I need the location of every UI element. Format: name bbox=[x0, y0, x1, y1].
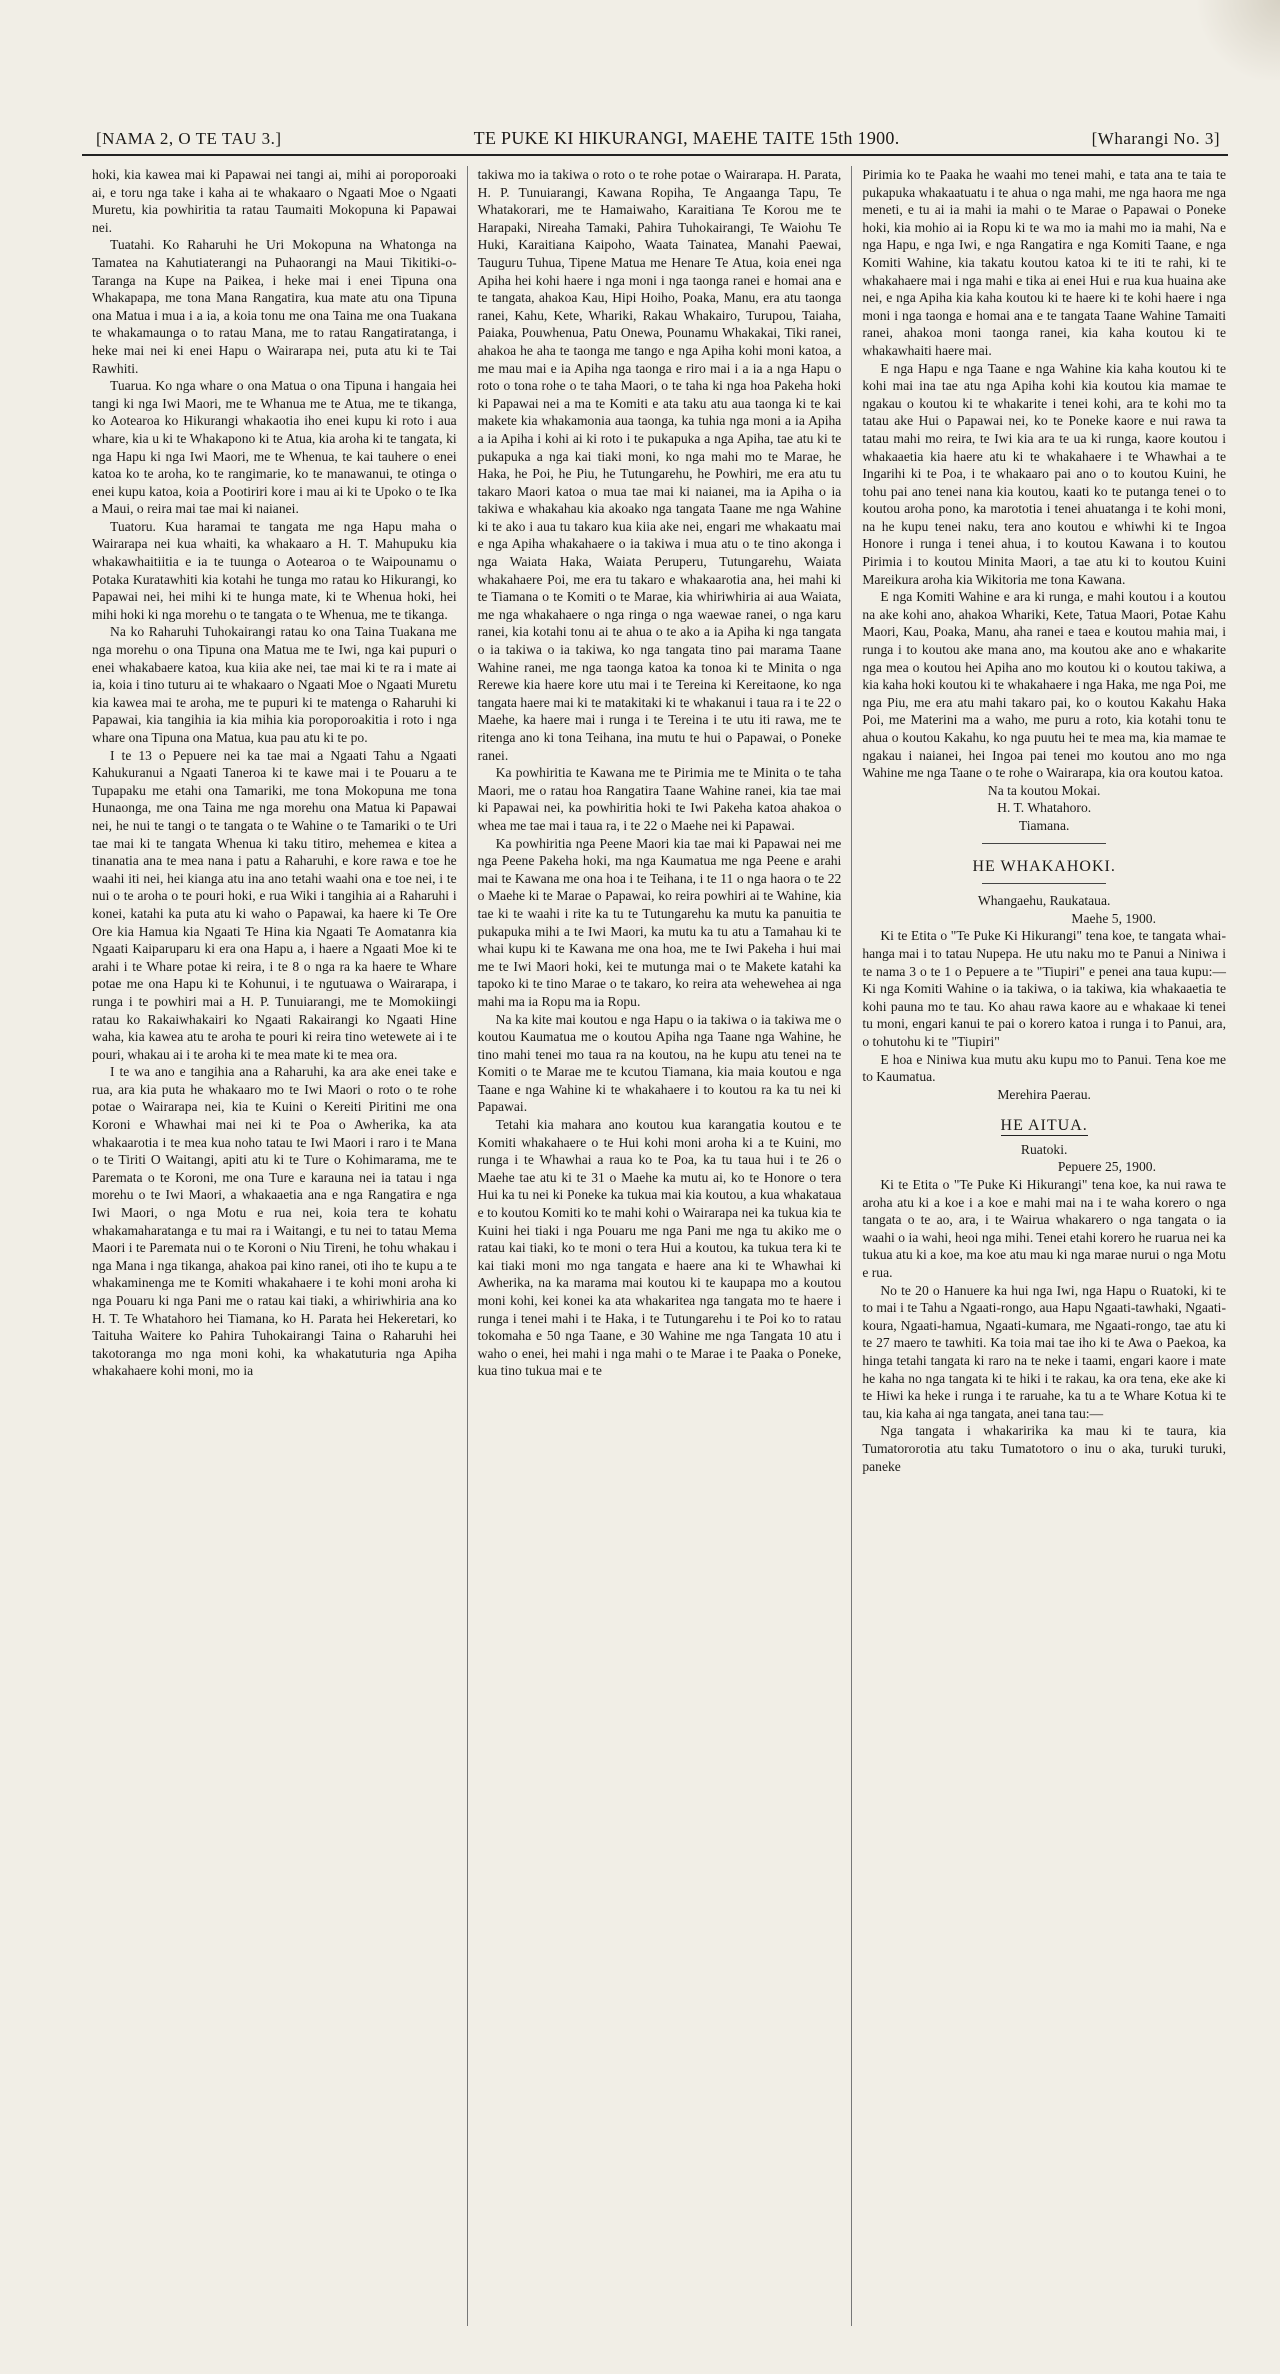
paragraph: Ka powhiritia te Kawana me te Pirimia me te Minita o te taha Maori, me o ratau hoa Rangatira Taane Wahine ranei, kia tae mai ki Papawai nei, ka powhiritia hoki te Iwi Pakeha katoa ahakoa o whea me tae mai i taua ra, i te 22 o Maehe nei ki Papawai. bbox=[477, 765, 842, 833]
paragraph: Ki te Etita o "Te Puke Ki Hikurangi" tena koe, te tangata whai-hanga mai i to tatau Nupepa. He utu naku mo te Panui a Niniwa i te nama 3 o te 1 o Pepuere a te "Tiupiri" e penei ana taua kupu:— Ki nga Komiti Wahine o ia takiwa, o ia takiwa, kia whakaaetia te kohi pauna mo te tau. Ko ahau rawa kaore au e whakaae ki tenei tu moni, engari kanui te pai o korero katoa i runga i to Panui, ara, o tohutohu ki te "Tiupiri" bbox=[862, 928, 1226, 1049]
divider bbox=[982, 843, 1106, 844]
paragraph: Nga tangata i whakaririka ka mau ki te taura, kia Tumatororotia atu taku Tumatotoro o inu o aka, turuki turuki, paneke bbox=[862, 1423, 1226, 1474]
paragraph: Na ka kite mai koutou e nga Hapu o ia takiwa o ia takiwa me o koutou Kaumatua me o koutou Apiha nga Taane nga Wahine, he tino mahi tenei mo taua ra na koutou, na he kupu atu tenei na te Komiti o te Marae me te kcutou Tiamana, kia maia koutou e nga Taane e nga Wahine ki te whakahaere i to koutou ra ka tu nei ki Papawai. bbox=[477, 1011, 842, 1115]
paragraph: E hoa e Niniwa kua mutu aku kupu mo to Panui. Tena koe me to Kaumatua. bbox=[862, 1051, 1226, 1085]
paragraph: Ki te Etita o "Te Puke Ki Hikurangi" tena koe, ka nui rawa te aroha atu ki a koe i a koe e mahi mai na i te waha korero o nga tangata o te ao, ara, i te Wairua whakarero o nga tangata o ia waahi o ia wahi, heoi nga mihi. Tenei etahi korero he ruarua nei ka tukua atu ki a koe, ma koe atu mau ki nga marae nurui o nga Motu e rua. bbox=[862, 1177, 1226, 1281]
paragraph: Tuatoru. Kua haramai te tangata me nga Hapu maha o Wairarapa nei kua whaiti, ka whakaaro a H. T. Mahupuku kia whakawhaitiitia e ia te tuunga o Aotearoa o te Waipounamu o Potaka Kuratawhiti kia kotahi he tunga mo ratau ko Hikurangi, ko Papawai nei, hei mihi ki te hunga mate, ki te Whenua hoki, hei mihi hoki ki nga morehu o te tangata o te Whenua, me te tikanga. bbox=[92, 518, 457, 622]
dateline-date: Pepuere 25, 1900. bbox=[1057, 1159, 1156, 1175]
page-header bbox=[82, 128, 1228, 156]
paragraph: Na ko Raharuhi Tuhokairangi ratau ko ona Taina Tuakana me nga morehu o ona Tipuna ona Matua me te Iwi, nga kai pupuri o enei whakabaere katoa, kua kiia ake nei, tae mai ki te ra i mate ai ia, koia i tino tuturu ai te whakaaro o Ngaati Moe o Ngaati Muretu kia kawea mai te aroha, me te pupuri ki te matenga o Raharuhi ki Papawai, kia tangihia ia kia mihia kia poroporoakitia i roto i nga whare ona Tipuna ona Matua, kua pau atu ki te po. bbox=[92, 624, 457, 745]
dateline-date: Maehe 5, 1900. bbox=[1071, 910, 1156, 926]
paragraph: Pirimia ko te Paaka he waahi mo tenei mahi, e tata ana te taia te pukapuka whakaatuatu i te ahua o nga mahi, me nga haora me nga meneti, e tu ai ia mahi ia mahi o te Marae o Papawai o Poneke hoki, kia mohio ai ia Ropu ki te wa mo ia mahi mo ia mahi, Na e nga Hapu, e nga Iwi, e nga Rangatira e nga Komiti Taane, e nga Komiti Wahine, kia takatu koutou katoa ki te iti te rahi, ki te whakahaere mai i nga mahi e tika ai enei Hui e rua kua huaina ake nei, e nga Apiha kia kaha koutou ki te haere ki te kohi haere i nga moni i nga taonga e homai ana e te tangata Taane Wahine Tamaiti ranei, ahakoa moni taonga ranei, kia kaha koutou ki te whakawhaiti haere mai. bbox=[862, 167, 1226, 358]
paragraph: Tuatahi. Ko Raharuhi he Uri Mokopuna na Whatonga na Tamatea na Kahutiaterangi na Puhaorangi na Maui Tikitiki-o-Taranga na Kupe na Paikea, i heke mai i enei Tipuna ona Whakapapa, me tona Mana Rangatira, kua mate atu ona Tipuna ona Matua i mua i a ia, a koia tonu me ona Taina me ona Tuakana te whakamaunga o to ratau Mana, me to ratau Rangatiratanga, i heke mai nei ki enei Hapu o Wairarapa nei, puta atu ki te Tai Rawhiti. bbox=[92, 237, 457, 376]
dateline-place: Whangaehu, Raukataua. bbox=[977, 893, 1111, 909]
divider bbox=[982, 883, 1106, 884]
paragraph: E nga Hapu e nga Taane e nga Wahine kia kaha koutou ki te kohi mai ina tae atu nga Apiha kohi kia koutou kia mamae te ngakau o koutou ki te whakarite i tenei kohi, ara te kohi mo ta tatau ake Hui o Papawai nei, ko te Poneke kaore e nui rawa ta tatau mahi mo reira, te Iwi kia ara te ua ki runga, kaore koutou i whakaaetia kia haere atu ki te whakahaere i te Whawhai a te Ingarihi ki te Poa, i te whakaaro pai ano o to koutou Kuini, he tohu pai ano tenei nana kia koutou, kaati ko te putanga tenei o to koutou aroha pono, ka marototia i tenei ahuatanga i te kohi moni, na he kupu tenei naku, tera ano koutou e whiwhi ki te Ingoa Honore i runga i tenei ahua, i to koutou Kawana i to koutou Pirimia i to koutou Minita Maori, a tae atu ki to koutou Kuini Mareikura aroha kia Wikitoria me tona Kawana. bbox=[862, 360, 1226, 587]
masthead-date: TE PUKE KI HIKURANGI, MAEHE TAITE 15th 1900. bbox=[473, 128, 900, 148]
issue-number: [NAMA 2, O TE TAU 3.] bbox=[96, 129, 282, 148]
column-3 bbox=[851, 166, 1236, 2326]
column-2 bbox=[467, 166, 852, 2326]
column-1 bbox=[82, 166, 467, 2326]
section-heading: HE WHAKAHOKI. bbox=[972, 857, 1116, 875]
paragraph: Tetahi kia mahara ano koutou kua karangatia koutou e te Komiti whakahaere o te Hui kohi moni aroha ki a te Kuini, mo runga i te Whawhai a raua ko te Poa, ka tu taua hui i te 26 o Maehe tae atu ki te 31 o Maehe ka mutu ai, ko te Honore o tera Hui ka tu nei ki Poneke ka tukua mai kia koutou, a kua whakataua e to koutou Komiti ko te mahi kohi o Wairarapa nei ka tukua kia te Kuini hei tiaki i nga Pouaru me nga Pani me nga tu akiko me o ratau kai tiaki, ko te moni o tera Hui a koutou, ka tukua tera ki te kai tiaki moni mo nga tangata e haere ana ki te Whawhai ki Awherika, na ka marama mai koutou ki te kaupapa mo a koutou moni kohi, kei konei ka ata whakaritea nga tangata mo te haere i runga i tenei mahi i te Haka, i te Tutungarehu i te Poi ko to ratau tokomaha e 50 nga Taane, e 30 Wahine me nga Tangata 10 atu i waho o enei, hei mahi i nga mahi o te Marae i te Paaka o Poneke, kua tino tukua mai e te bbox=[477, 1117, 842, 1379]
paragraph: I te wa ano e tangihia ana a Raharuhi, ka ara ake enei take e rua, ara kia puta he whakaaro mo te Iwi Maori o roto o te rohe potae o Wairarapa nei, kia te Kuini o Kereiti Piritini me ona Koroni e Whawhai mai nei ki te Poa o Awherika, ka ata whakaarotia i te mea kua noho tatau te Iwi Maori i raro i te Mana o te Tiriti O Waitangi, apiti atu ki te Ture o Kohimarama, me te Paremata o te Koroni, me ona Ture e karauna nei ia tatau i nga morehu o te Iwi Maori, a whakaaetia ana e nga Rangatira e nga Iwi Maori, o nga Motu e rua nei, koia tera te kohatu whakamaharatanga e tu mai ra i Waitangi, e tu nei to tatau Mema Maori i te Paremata nui o te Koroni o Niu Tireni, he tohu whakau i nga Mana i nga tikanga, ahakoa pai kino ranei, oti iho te kupu a te whakaminenga me te Komiti whakahaere i te kohi moni aroha ki nga Pouaru ki nga Pani me o ratau kai tiaki, a whiriwhiria ana ko H. T. Te Whatahoro hei Tiamana, ko H. Parata hei Hekeretari, ko Taituha Waitere ko Pahira Tuhokairangi Taina o Raharuhi hei takotoranga mo nga moni kohi, ka whakatuturia nga Apiha whakahaere kohi moni, mo ia bbox=[92, 1064, 457, 1379]
page-edge-shadow bbox=[1190, 0, 1280, 80]
signature-title: Tiamana. bbox=[1018, 817, 1070, 833]
paragraph: No te 20 o Hanuere ka hui nga Iwi, nga Hapu o Ruatoki, ki te to mai i te Tahu a Ngaati-rongo, aua Hapu Ngaati-tawhaki, Ngaati-koura, Ngaati-hamua, Ngaati-kumara, me Ngaati-rongo, tae atu ki te 27 maero te tawhiti. Ka toia mai tae iho ki te Awa o Paekoa, ka hinga tetahi tangata ki raro na te neke i taami, engari kaore i mate he kaha no nga tangata ki te hiki i te rakau, ka ora tena, eke ake ki te Hiwi ka heke i runga i te raruahe, ka tu a te Whare Kotua ki te tau, kia kaha ai nga tangata, anei tana tau:— bbox=[862, 1282, 1226, 1421]
paragraph: takiwa mo ia takiwa o roto o te rohe potae o Wairarapa. H. Parata, H. P. Tunuiarangi, Kawana Ropiha, Te Angaanga Tapu, Te Whatakorari, me te Hamaiwaho, Karaitiana Te Korou me te Harapaki, Nireaha Tamaki, Pahira Tuhokairangi, Te Waiohu Te Huki, Karaitiana Kaipoho, Waata Tainatea, Manahi Paewai, Tauguru Tuhua, Tipene Matua me Henare Te Atua, koia enei nga Apiha hei kohi haere i nga moni i nga taonga ranei e homai ana e te tangata, ahakoa Kau, Hipi Hoiho, Poaka, Manu, era atu taonga ranei, Kahu, Kete, Whariki, Rakau Whakairo, Turupou, Taiaha, Paiaka, Pouwhenua, Patu Onewa, Pounamu Whakakai, Tiki ranei, ahakoa he aha te taonga me tango e nga Apiha kohi moni katoa, a me mau mai e ia Apiha nga taonga e riro mai i a ia a nga Hapu o roto o tona rohe o te taha Maori, o te taha ki nga hoa Pakeha hoki ki Papawai nei a ma te Komiti e ata taku atu aua taonga ki te kai makete kia whakamonia aua taonga, ka tuhia nga moni a ia Apiha a ia Apiha i kohi ai ki roto i te pukapuka a nga Apiha, tae atu ki te pukapuka a nga kai tiaki moni, ko nga mahi mo te Marae, he Haka, he Poi, he Piu, he Tutungarehu, he Powhiri, me era atu tu takaro Maori katoa o mua tae mai ki naianei, ma ia Apiha o ia takiwa e whakahau kia akoako nga tangata Taane me nga Wahine ki te ako i aua tu takaro kua kiia ake nei, engari me whakaatu mai e nga Apiha whakahaere o ia takiwa i mua atu o te tino akonga i nga Waiata Haka, Waiata Peruperu, Tutungarehu, Waiata whakahaere Poi, me era tu takaro e whakaarotia ana, hei mahi ki te Tiamana o te Komiti o te Marae, kia whiriwhiria ai aua Waiata, me nga whakahaere o nga ringa o nga waewae ranei, o nga karu ranei, kia kotahi tonu ai te ahua o te ako a ia Apiha ki nga tangata o ia takiwa o ia takiwa, ko nga tangata tino pai marama Taane Wahine ranei, me nga taonga katoa ka tonoa ki te Minita o nga Rerewe kia haere kore utu mai i te Tereina ki Kereitaone, ko nga tangata haere mai ki te matakitaki ki te whakanui i taua ra i te 22 o Maehe, ka haere mai i runga i te Tereina i te utu iti rawa, me te ritenga ano ki tona Teihana, ina mutu te hui o Papawai, o Poneke ranei. bbox=[477, 167, 842, 763]
dateline-place: Ruatoki. bbox=[1020, 1141, 1068, 1157]
page-number: [Wharangi No. 3] bbox=[1091, 129, 1220, 148]
section-heading-text: HE AITUA. bbox=[1000, 1117, 1088, 1135]
text-columns bbox=[82, 166, 1236, 2326]
paragraph: Tuarua. Ko nga whare o ona Matua o ona Tipuna i hangaia hei tangi ki nga Iwi Maori, me te Whanua me te Atua, me te tikanga, ko Aotearoa ko Hikurangi whakaotia iho enei kupu ki roto i aua whare, kia u ki te Whakapono ki te Atua, kia aroha ki te tangata, ki nga Hapu ki nga Iwi Maori, me te Whenua, te kai tauhere o enei katoa ko te aroha, ko te rangimarie, ko te manawanui, te otinga o enei kupu katoa, koia a Pootiriri kore i mau ai ki te Upoko o te Ika a Maui, o reira mai tae mai ki naianei. bbox=[92, 378, 457, 517]
section-heading bbox=[862, 1117, 1226, 1135]
paragraph: E nga Komiti Wahine e ara ki runga, e mahi koutou i a koutou na ake kohi ano, ahakoa Whariki, Kete, Tatua Maori, Potae Kahu Maori, Kau, Poaka, Manu, aha ranei e taea e koutou mahia mai, i runga i to koutou ake mana ano, ma koutou ake ano e whakarite nga mea o koutou hei Apiha ano mo koutou ki o koutou takiwa, a kia kaha hoki koutou ki te whakahaere i nga Haka, me nga Poi, me nga Piu, me era atu mahi takaro pai, ko o koutou Kakahu Haka Poi, me Materini ma a waho, me puru a roto, kia kotahi tonu te ahua o koutou Kakahu, ko nga puutu hei te mea ma, kia mamae te ngakau i naianei, hei Ingoa pai tenei mo koutou ano mo nga Wahine me nga Taane o te rohe o Wairarapa, kia ora koutou katoa. bbox=[862, 589, 1226, 781]
signature-line: Na ta koutou Mokai. bbox=[987, 782, 1101, 798]
paragraph: Ka powhiritia nga Peene Maori kia tae mai ki Papawai nei me nga Peene Pakeha hoki, ma nga Kaumatua me nga Peene e arahi mai te Kawana me ona hoa i te Teihana, i te 11 o nga haora o te 22 o Maehe ki te Marae o Papawai, ko reira powhiri ai te Wahine, kia tae ki te waahi i rite ka tu te Tutungarehu ka mutu ka panuitia te pukapuka mihi a te Iwi Maori, ka mutu ka tu atu a Tamahau ki te whai kupu ki te Kawana me ona hoa, me te Iwi Pakeha i hui mai me te Iwi Maori hoki, kei te mutunga mai o te Makete katahi ka tapoko ki te tino Marae o te takaro, ko reira ata wehewehea ai nga mahi ma ia Ropu ma ia Ropu. bbox=[477, 835, 842, 1009]
signature-name: Merehira Paerau. bbox=[997, 1086, 1091, 1102]
signature-name: H. T. Whatahoro. bbox=[997, 800, 1092, 816]
paragraph: hoki, kia kawea mai ki Papawai nei tangi ai, mihi ai poroporoaki ai, e toru nga take i kaha ai te whakaaro o Ngaati Moe o Ngaati Muretu, kia powhiritia ta ratau Taumaiti Mokopuna ki Papawai nei. bbox=[92, 167, 457, 235]
paragraph: I te 13 o Pepuere nei ka tae mai a Ngaati Tahu a Ngaati Kahukuranui a Ngaati Taneroa ki te kawe mai i te Pouaru a te Tupapaku me etahi ona Tamariki, me tona Mokopuna me tona Hunaonga, me ona Taina me nga morehu ona Matua ki Papawai nei, he nui te tangi o te tangata o te Wahine o te Tamariki o te Uri tae mai ki te tangata Whenua ki taku titiro, mehemea e kitea a tinanatia ana te mea nana i patu a Raharuhi, e kore rawa e toe he waahi iti nei, hei kianga atu ina ano tetahi waahi ona e toe nei, i te nui o te aroha o te pouri hoki, e rua Wiki i tangihia ai a Raharuhi i konei, katahi ka puta atu ki waho o Papawai, ka haere ki Te Ore Ore kia Hamua kia Ngaati Te Hina kia Ngaati Te Aomatanra kia Ngaati Kaiparuparu ki era ona Hapu a, i haere a Ngaati Moe ki te arahi i te Whare potae ki reira, i te 8 o nga ra ka haere te Whare potae me ona Hapu ki te Kohunui, i te ngutuawa o Wairarapa, i runga i te powhiri mai a H. P. Tunuiarangi, me te Momokiingi ratau ko Rakaiwhakairi ko Ngaati Rakairangi ko Ngaati Hine waha, kia kawea atu te aroha te pouri ki reira tino wetewete ai i te pouri, whakau ai i te aroha ki te mea mate ki te mea ora. bbox=[92, 747, 457, 1062]
